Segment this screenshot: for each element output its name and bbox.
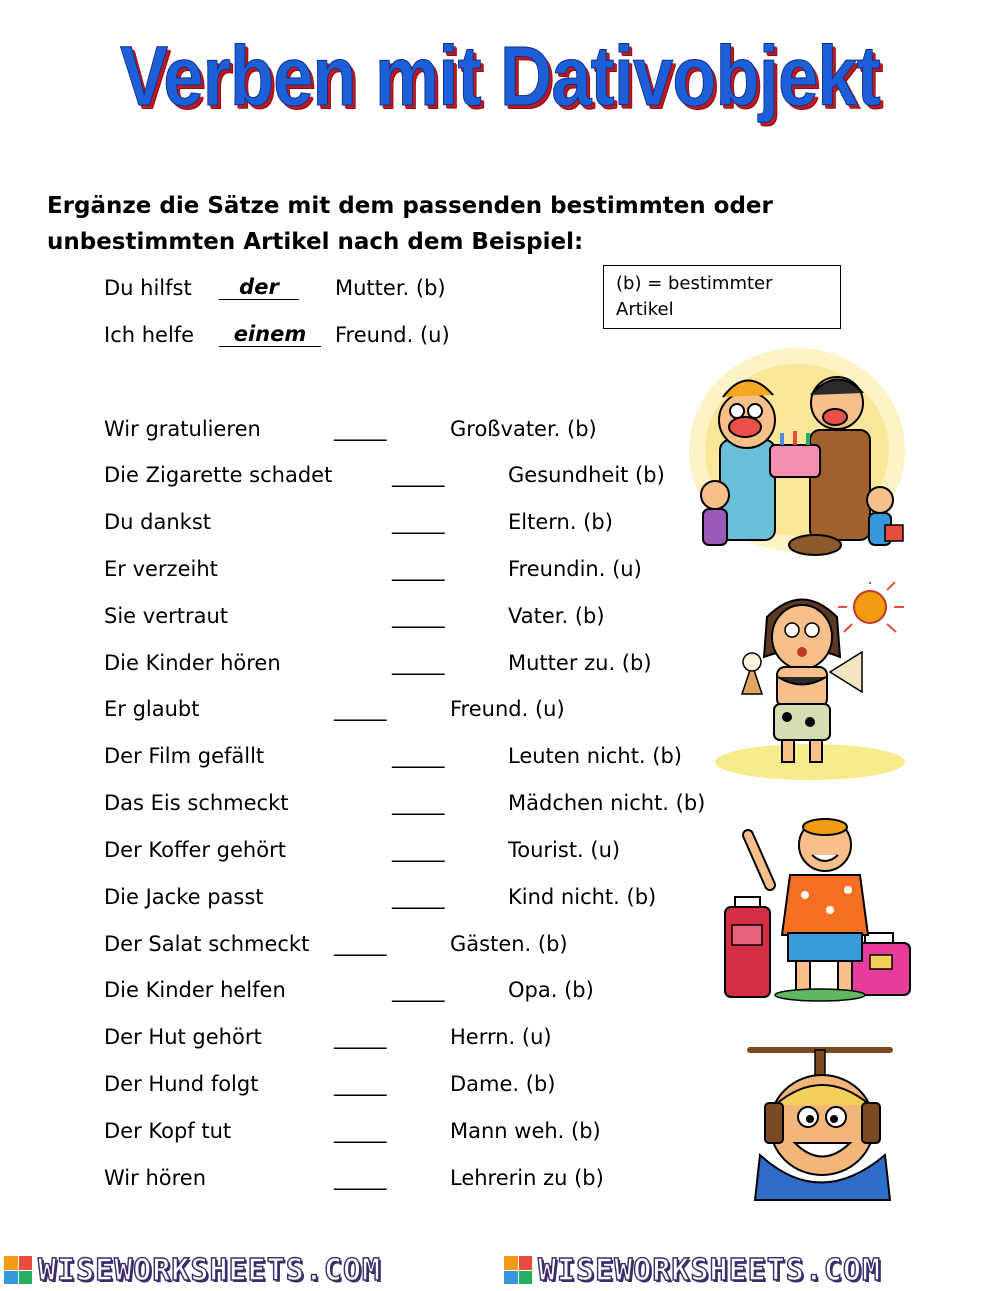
exercise-rest: Mann weh. (b)	[450, 1119, 601, 1143]
exercise-row	[0, 1116, 720, 1146]
footer-branding	[0, 1252, 1000, 1288]
exercise-row	[0, 460, 720, 490]
exercise-row	[0, 929, 720, 959]
brand-logo-icon	[504, 1256, 532, 1284]
answer-blank[interactable]: _____	[392, 604, 445, 628]
exercise-subject: Die Zigarette schadet	[104, 463, 333, 487]
exercise-rest: Gesundheit (b)	[508, 463, 665, 487]
exercise-rest: Dame. (b)	[450, 1072, 556, 1096]
exercise-row	[0, 554, 720, 584]
exercise-row	[0, 835, 720, 865]
exercise-rest: Opa. (b)	[508, 978, 594, 1002]
answer-blank[interactable]: _____	[334, 1119, 387, 1143]
exercise-row	[0, 1022, 720, 1052]
exercise-row	[0, 694, 720, 724]
exercise-rest: Großvater. (b)	[450, 417, 597, 441]
example-subject: Ich helfe	[104, 323, 195, 347]
beach-woman-illustration	[712, 582, 907, 782]
exercise-rest: Eltern. (b)	[508, 510, 613, 534]
example-row	[0, 273, 600, 303]
answer-blank[interactable]: _____	[392, 838, 445, 862]
exercise-subject: Der Film gefällt	[104, 744, 265, 768]
tourist-illustration	[720, 815, 920, 1010]
brand-logo-icon	[4, 1256, 32, 1284]
answer-blank[interactable]: _____	[334, 1072, 387, 1096]
instruction-text: Ergänze die Sätze mit dem passenden bestimmten oder unbestimmten Artikel nach dem Beispiel:	[47, 193, 773, 255]
exercise-subject: Der Salat schmeckt	[104, 932, 310, 956]
answer-blank[interactable]: _____	[334, 417, 387, 441]
exercise-row	[0, 601, 720, 631]
exercise-subject: Der Kopf tut	[104, 1119, 232, 1143]
exercise-row	[0, 507, 720, 537]
exercise-rest: Herrn. (u)	[450, 1025, 552, 1049]
exercise-row	[0, 414, 720, 444]
exercise-row	[0, 788, 730, 818]
exercise-row	[0, 1163, 720, 1193]
example-row	[0, 320, 600, 350]
exercise-row	[0, 648, 720, 678]
exercise-rest: Gästen. (b)	[450, 932, 568, 956]
exercise-row	[0, 882, 720, 912]
answer-blank[interactable]: _____	[334, 1025, 387, 1049]
answer-blank[interactable]: _____	[392, 744, 445, 768]
exercise-subject: Wir gratulieren	[104, 417, 261, 441]
exercise-rest: Kind nicht. (b)	[508, 885, 657, 909]
exercise-subject: Die Kinder hören	[104, 651, 281, 675]
birthday-party-illustration	[685, 345, 910, 560]
footer-brand-text: WISEWORKSHEETS.COM	[538, 1252, 882, 1288]
example-rest: Mutter. (b)	[335, 276, 446, 300]
answer-blank[interactable]: _____	[334, 1166, 387, 1190]
exercise-row	[0, 741, 720, 771]
exercise-subject: Der Hund folgt	[104, 1072, 259, 1096]
answer-blank[interactable]: _____	[392, 510, 445, 534]
exercise-subject: Der Hut gehört	[104, 1025, 262, 1049]
exercise-subject: Wir hören	[104, 1166, 207, 1190]
example-answer: einem	[219, 322, 321, 347]
answer-blank[interactable]: _____	[392, 885, 445, 909]
exercise-rest: Freundin. (u)	[508, 557, 642, 581]
exercise-subject: Du dankst	[104, 510, 211, 534]
worksheet-title: Verben mit Dativobjekt	[120, 29, 880, 123]
example-answer: der	[219, 275, 299, 300]
example-subject: Du hilfst	[104, 276, 192, 300]
exercise-subject: Die Kinder helfen	[104, 978, 286, 1002]
exercise-subject: Der Koffer gehört	[104, 838, 286, 862]
exercise-rest: Mutter zu. (b)	[508, 651, 652, 675]
exercise-subject: Er glaubt	[104, 697, 200, 721]
footer-logo	[504, 1252, 882, 1288]
exercise-subject: Sie vertraut	[104, 604, 229, 628]
propeller-man-illustration	[740, 1035, 905, 1205]
answer-blank[interactable]: _____	[392, 557, 445, 581]
answer-blank[interactable]: _____	[392, 978, 445, 1002]
exercise-rest: Mädchen nicht. (b)	[508, 791, 706, 815]
legend-box: (b) = bestimmter Artikel	[603, 265, 841, 329]
exercise-rest: Lehrerin zu (b)	[450, 1166, 604, 1190]
footer-logo	[4, 1252, 382, 1288]
exercise-rest: Tourist. (u)	[508, 838, 621, 862]
exercise-rest: Vater. (b)	[508, 604, 605, 628]
exercise-subject: Er verzeiht	[104, 557, 218, 581]
exercise-row	[0, 975, 720, 1005]
exercise-row	[0, 1069, 720, 1099]
answer-blank[interactable]: _____	[334, 697, 387, 721]
exercise-subject: Die Jacke passt	[104, 885, 264, 909]
example-rest: Freund. (u)	[335, 323, 450, 347]
exercise-rest: Freund. (u)	[450, 697, 565, 721]
answer-blank[interactable]: _____	[392, 651, 445, 675]
answer-blank[interactable]: _____	[334, 932, 387, 956]
answer-blank[interactable]: _____	[392, 791, 445, 815]
answer-blank[interactable]: _____	[392, 463, 445, 487]
footer-brand-text: WISEWORKSHEETS.COM	[38, 1252, 382, 1288]
exercise-subject: Das Eis schmeckt	[104, 791, 289, 815]
exercise-rest: Leuten nicht. (b)	[508, 744, 682, 768]
